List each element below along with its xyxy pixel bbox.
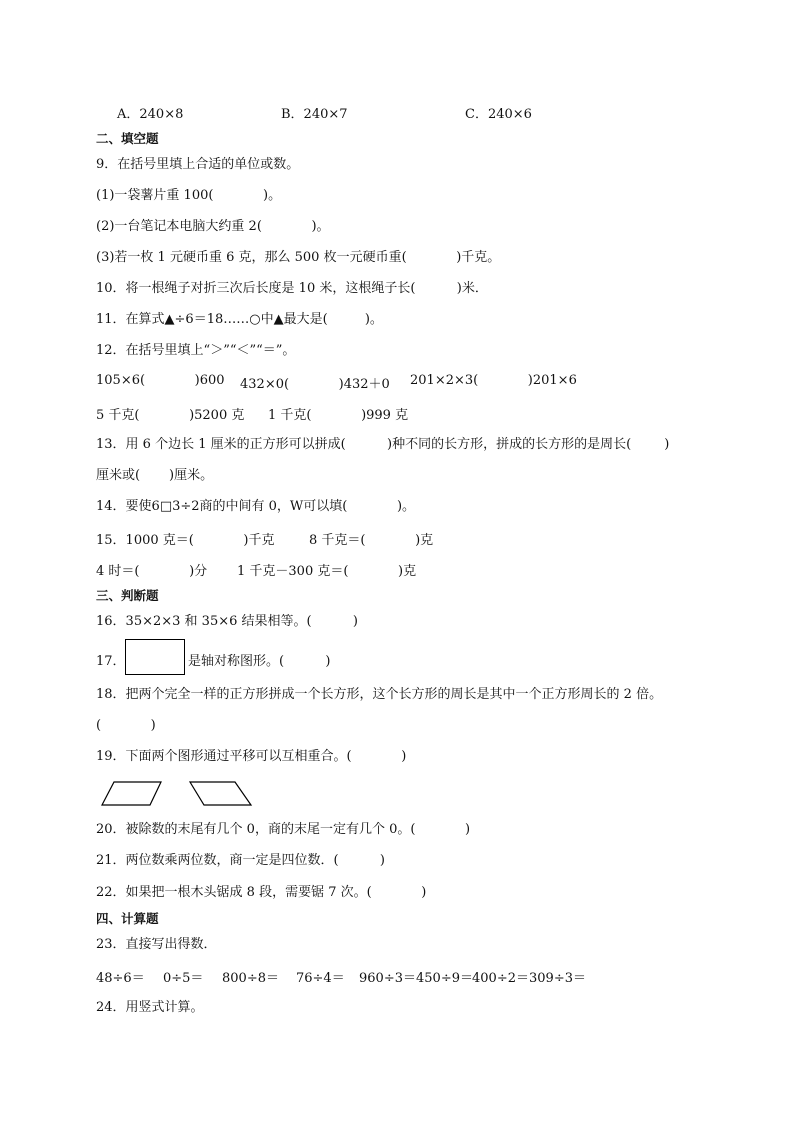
question-9: 9．在括号里填上合适的单位或数。 <box>96 157 300 172</box>
question-18: 18．把两个完全一样的正方形拼成一个长方形，这个长方形的周长是其中一个正方形周长的 2 倍。 <box>96 687 663 702</box>
option-a: A．240×8 <box>117 107 184 122</box>
compare-item: 105×6( )600 <box>96 373 225 388</box>
question-20: 20．被除数的末尾有几个 0，商的末尾一定有几个 0。( ) <box>96 822 471 837</box>
question-16: 16．35×2×3 和 35×6 结果相等。( ) <box>96 614 358 629</box>
calc-item: 400÷2＝ <box>472 971 529 986</box>
question-23: 23．直接写出得数． <box>96 937 217 952</box>
option-b: B．240×7 <box>281 107 348 122</box>
question-9-1: (1)一袋薯片重 100( )。 <box>96 188 282 203</box>
question-18-answer: ( ) <box>96 718 156 733</box>
parallelogram-right <box>190 782 251 805</box>
parallelogram-left <box>102 782 161 805</box>
calc-item: 76÷4＝ <box>296 971 345 986</box>
question-17-number: 17． <box>96 654 126 669</box>
question-14: 14．要使6□3÷2商的中间有 0，W可以填( )。 <box>96 499 416 514</box>
question-13: 13．用 6 个边长 1 厘米的正方形可以拼成( )种不同的长方形，拼成的长方形的是周长( ) <box>96 437 670 452</box>
compare-item: 5 千克( )5200 克 <box>96 408 245 423</box>
question-22: 22．如果把一根木头锯成 8 段，需要锯 7 次。( ) <box>96 885 427 900</box>
question-10: 10．将一根绳子对折三次后长度是 10 米，这根绳子长( )米． <box>96 281 488 296</box>
section-heading-fill-in: 二、填空题 <box>96 131 159 146</box>
calc-item: 450÷9＝ <box>416 971 473 986</box>
conversion-item: 1 千克－300 克＝( )克 <box>237 564 417 579</box>
compare-item: 1 千克( )999 克 <box>268 408 409 423</box>
conversion-item: 4 时＝( )分 <box>96 564 208 579</box>
question-24: 24．用竖式计算。 <box>96 1000 204 1015</box>
section-heading-calculation: 四、计算题 <box>96 911 159 926</box>
calc-item: 800÷8＝ <box>222 971 279 986</box>
calc-item: 960÷3＝ <box>359 971 416 986</box>
compare-item: 201×2×3( )201×6 <box>410 373 577 388</box>
option-c: C．240×6 <box>465 107 532 122</box>
question-19: 19．下面两个图形通过平移可以互相重合。( ) <box>96 749 407 764</box>
rectangle-figure <box>125 639 185 675</box>
section-heading-true-false: 三、判断题 <box>96 588 159 603</box>
calc-item: 309÷3＝ <box>529 971 586 986</box>
question-21: 21．两位数乘两位数，商一定是四位数．( ) <box>96 853 386 868</box>
parallelogram-figures <box>98 778 258 810</box>
conversion-item: 8 千克＝( )克 <box>309 533 434 548</box>
calc-item: 48÷6＝ <box>96 971 145 986</box>
question-17-text: 是轴对称图形。( ) <box>188 654 331 669</box>
calc-item: 0÷5＝ <box>163 971 204 986</box>
question-11: 11．在算式▲÷6＝18……○中▲最大是( )。 <box>96 312 383 327</box>
question-9-2: (2)一台笔记本电脑大约重 2( )。 <box>96 219 330 234</box>
question-12: 12．在括号里填上“＞”“＜”“＝”。 <box>96 343 296 358</box>
conversion-item: 15．1000 克＝( )千克 <box>96 533 275 548</box>
question-9-3: (3)若一枚 1 元硬币重 6 克，那么 500 枚一元硬币重( )千克。 <box>96 250 501 265</box>
compare-item: 432×0( )432＋0 <box>240 377 390 392</box>
question-13-continued: 厘米或( )厘米。 <box>96 468 214 483</box>
